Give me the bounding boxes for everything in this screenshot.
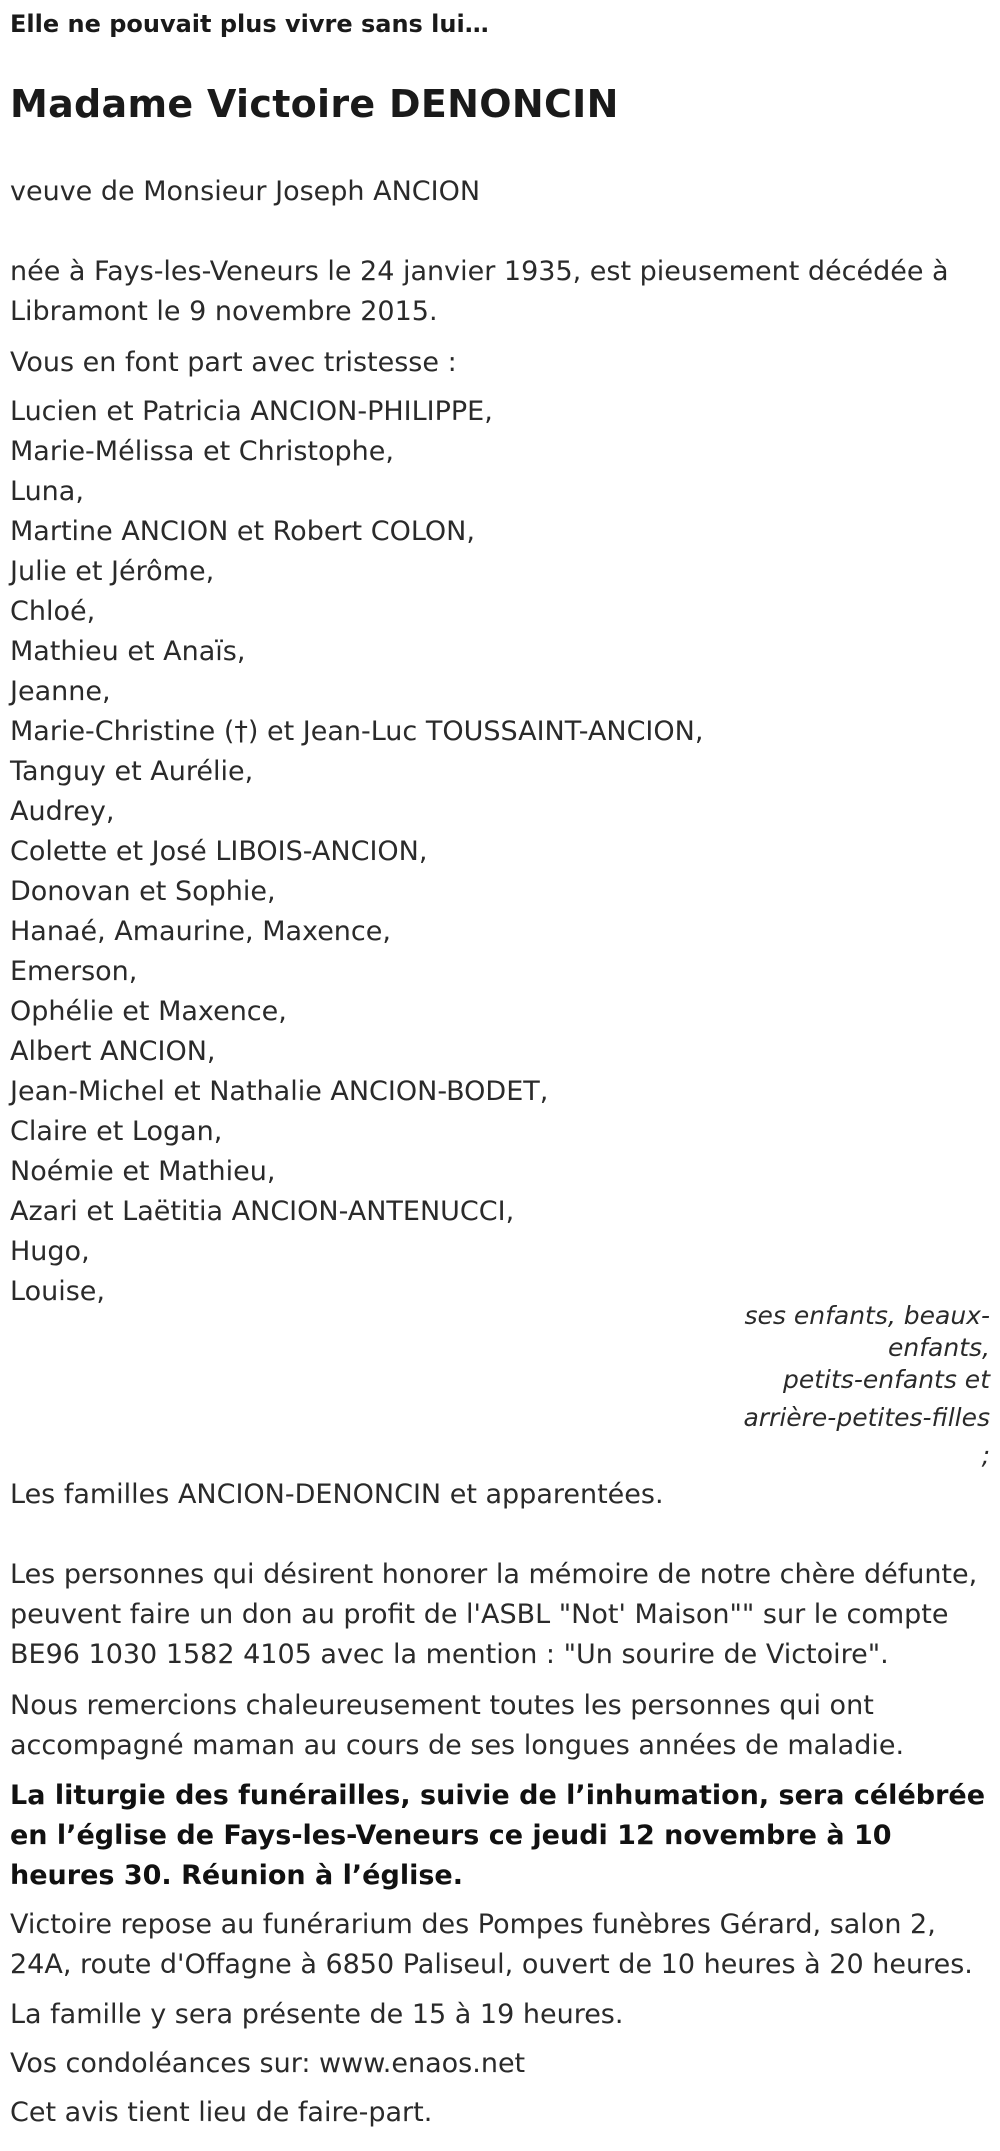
family-member: Donovan et Sophie, [10, 876, 276, 907]
relationship-block [710, 1300, 990, 1472]
family-member: Marie-Mélissa et Christophe, [10, 436, 394, 467]
family-list [10, 392, 703, 1312]
notice-line: Cet avis tient lieu de faire-part. [10, 2097, 433, 2128]
birth-death-paragraph: née à Fays-les-Veneurs le 24 janvier 1935, est pieusement décédée à Libramont le 9 novembre 2015. [10, 256, 949, 327]
family-member: Jean-Michel et Nathalie ANCION-BODET, [10, 1076, 549, 1107]
family-member: Ophélie et Maxence, [10, 996, 287, 1027]
family-member: Jeanne, [10, 676, 111, 707]
family-member: Louise, [10, 1276, 105, 1307]
family-member: Martine ANCION et Robert COLON, [10, 516, 475, 547]
family-member: Luna, [10, 476, 84, 507]
family-member: Hanaé, Amaurine, Maxence, [10, 916, 391, 947]
announcement-line: Vous en font part avec tristesse : [10, 347, 457, 378]
relationship-line: enfants, [888, 1333, 990, 1362]
tagline: Elle ne pouvait plus vivre sans lui… [10, 10, 489, 38]
families-line: Les familles ANCION-DENONCIN et apparentées. [10, 1479, 664, 1510]
family-member: Colette et José LIBOIS-ANCION, [10, 836, 428, 867]
relationship-line: ses enfants, beaux- [744, 1301, 990, 1330]
condolences-line: Vos condoléances sur: www.enaos.net [10, 2048, 526, 2079]
relationship-line: petits-enfants et [783, 1365, 990, 1394]
family-member: Albert ANCION, [10, 1036, 216, 1067]
widow-line: veuve de Monsieur Joseph ANCION [10, 176, 481, 207]
family-member: Hugo, [10, 1236, 90, 1267]
family-member: Chloé, [10, 596, 96, 627]
funerarium-paragraph: Victoire repose au funérarium des Pompes funèbres Gérard, salon 2, 24A, route d'Offagne à 6850 Paliseul, ouvert de 10 heures à 20 heures. [10, 1909, 973, 1980]
family-member: Claire et Logan, [10, 1116, 223, 1147]
family-member: Azari et Laëtitia ANCION-ANTENUCCI, [10, 1196, 515, 1227]
family-member: Tanguy et Aurélie, [10, 756, 254, 787]
family-member: Julie et Jérôme, [10, 556, 215, 587]
relationship-line: arrière-petites-filles [743, 1403, 990, 1432]
family-member: Noémie et Mathieu, [10, 1156, 276, 1187]
relationship-line: ; [981, 1441, 990, 1470]
family-member: Marie-Christine (†) et Jean-Luc TOUSSAINT-ANCION, [10, 716, 704, 747]
deceased-name: Madame Victoire DENONCIN [10, 82, 619, 126]
family-member: Mathieu et Anaïs, [10, 636, 246, 667]
family-member: Lucien et Patricia ANCION-PHILIPPE, [10, 396, 493, 427]
presence-line: La famille y sera présente de 15 à 19 heures. [10, 1999, 624, 2030]
family-member: Audrey, [10, 796, 115, 827]
liturgy-paragraph: La liturgie des funérailles, suivie de l’inhumation, sera célébrée en l’église de Fays-les-Veneurs ce jeudi 12 novembre à 10 heures 30. Réunion à l’église. [10, 1780, 986, 1891]
donation-paragraph: Les personnes qui désirent honorer la mémoire de notre chère défunte, peuvent faire un don au profit de l'ASBL "Not' Maison"" sur le compte BE96 1030 1582 4105 avec la mention : "Un sourire de Victoire". [10, 1559, 978, 1670]
family-member: Emerson, [10, 956, 138, 987]
thanks-paragraph: Nous remercions chaleureusement toutes les personnes qui ont accompagné maman au cours de ses longues années de maladie. [10, 1690, 905, 1761]
